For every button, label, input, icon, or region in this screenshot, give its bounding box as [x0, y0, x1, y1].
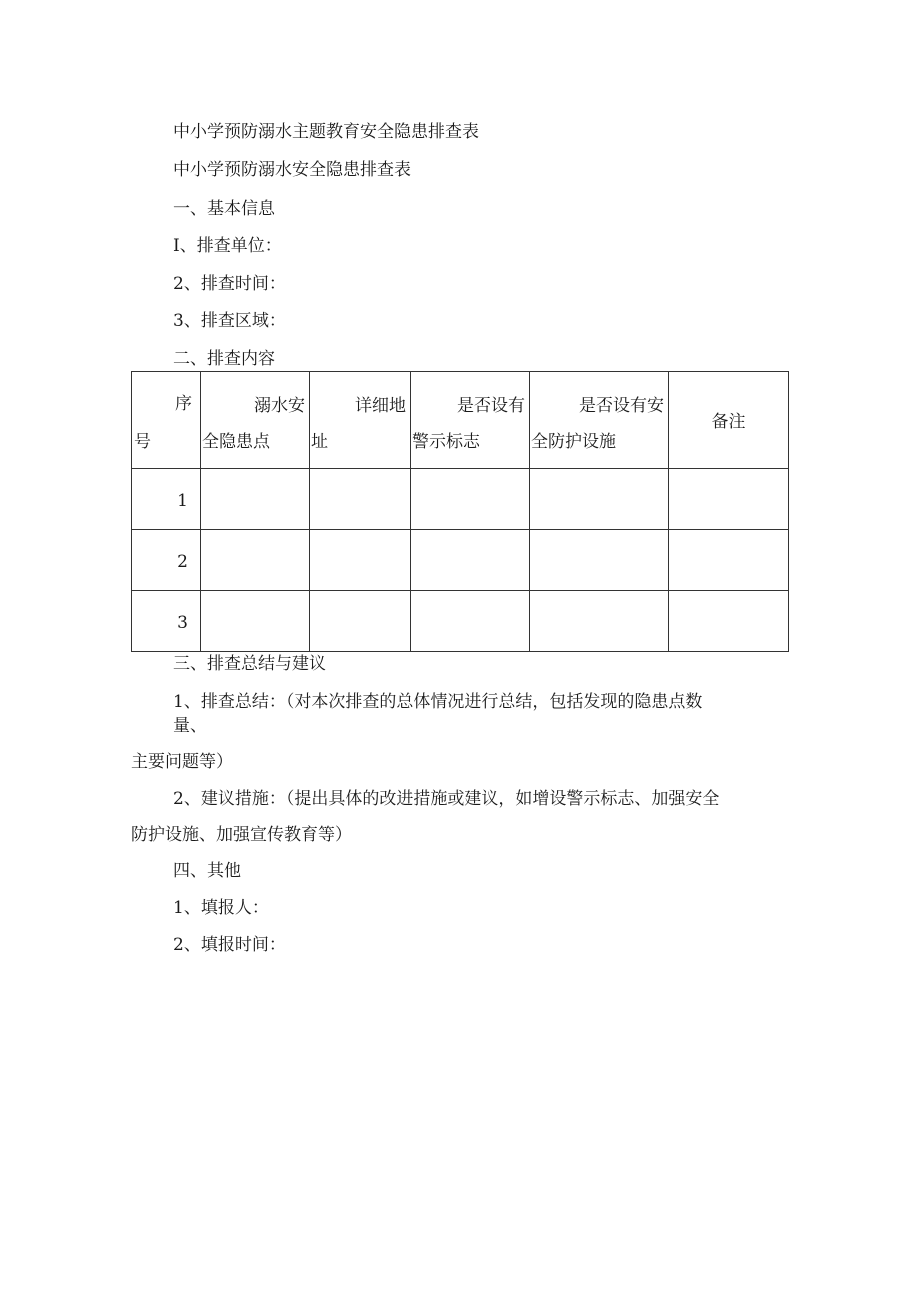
field-check-time: 2、排查时间：: [173, 274, 286, 294]
row-number: 1: [132, 469, 201, 530]
hazard-check-table: [131, 371, 789, 652]
advice-text-line: 防护设施、加强宣传教育等）: [131, 825, 352, 845]
header-protective-facility: 是否设有安 全防护设施: [530, 372, 669, 469]
field-check-area: 3、排查区域：: [173, 311, 286, 331]
section-summary-advice: 三、排查总结与建议: [173, 654, 326, 674]
section-other: 四、其他: [173, 861, 241, 881]
table-cell: [530, 591, 669, 652]
table-row: [132, 530, 789, 591]
field-report-time: 2、填报时间：: [173, 935, 286, 955]
header-warning-sign: 是否设有 警示标志: [411, 372, 530, 469]
table-cell: [530, 530, 669, 591]
row-number: 2: [132, 530, 201, 591]
field-check-unit: I、排查单位：: [173, 236, 282, 256]
table-cell: [310, 530, 411, 591]
header-remarks: 备注: [669, 372, 789, 469]
summary-text-line: 量、: [173, 716, 207, 736]
advice-text-line: 2、建议措施：（提出具体的改进措施或建议，如增设警示标志、加强安全: [173, 789, 720, 809]
document-title: 中小学预防溺水主题教育安全隐患排查表: [173, 122, 479, 142]
table-row: [132, 591, 789, 652]
section-check-content: 二、排查内容: [173, 349, 275, 369]
summary-text-line: 主要问题等）: [131, 752, 233, 772]
table-cell: [310, 469, 411, 530]
table-cell: [310, 591, 411, 652]
table-cell: [669, 591, 789, 652]
field-reporter: 1、填报人：: [173, 898, 269, 918]
table-cell: [530, 469, 669, 530]
table-cell: [201, 530, 310, 591]
summary-text-line: 1、排查总结：（对本次排查的总体情况进行总结，包括发现的隐患点数: [173, 692, 703, 712]
header-hazard-point: 溺水安 全隐患点: [201, 372, 310, 469]
table-header-row: [132, 372, 789, 469]
table-row: [132, 469, 789, 530]
table-cell: [411, 591, 530, 652]
table-cell: [669, 469, 789, 530]
document-subtitle: 中小学预防溺水安全隐患排查表: [173, 160, 411, 180]
table-cell: [411, 530, 530, 591]
table-cell: [201, 591, 310, 652]
row-number: 3: [132, 591, 201, 652]
table-cell: [201, 469, 310, 530]
header-address: 详细地 址: [310, 372, 411, 469]
table-cell: [669, 530, 789, 591]
section-basic-info: 一、基本信息: [173, 199, 275, 219]
header-serial-number: 序 号: [132, 372, 201, 469]
table-cell: [411, 469, 530, 530]
